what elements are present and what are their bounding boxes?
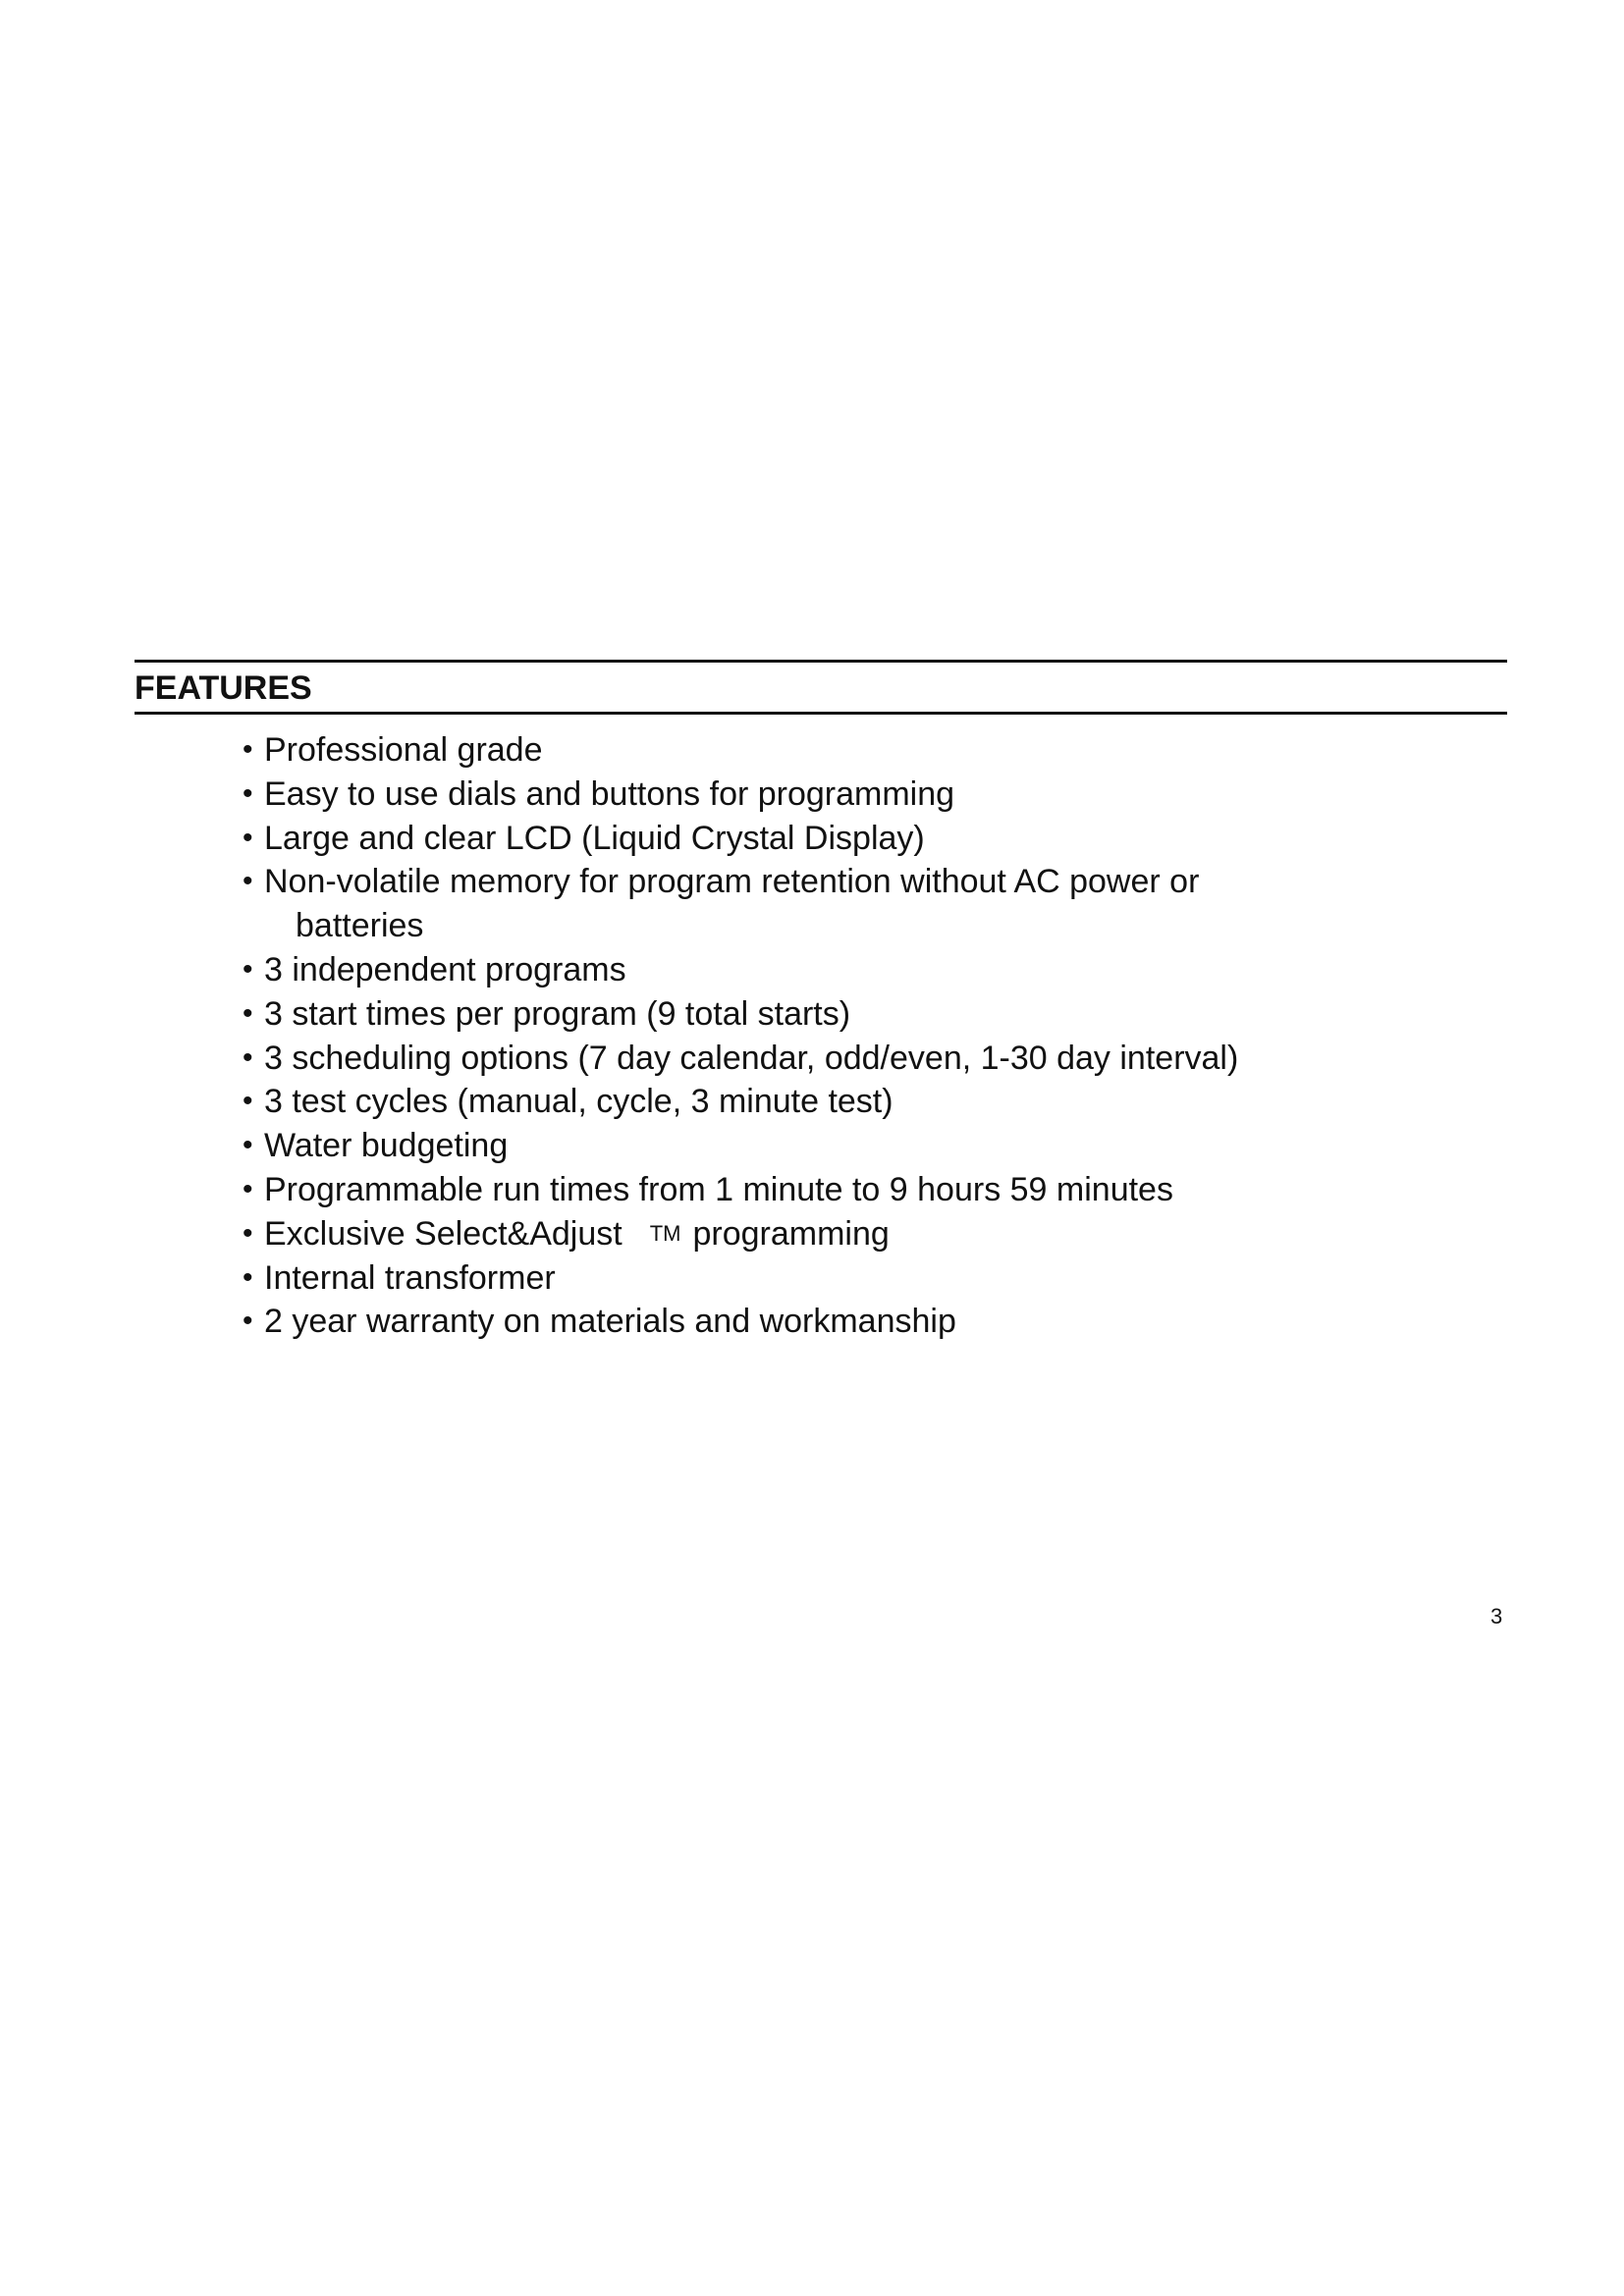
bullet-icon: • — [243, 821, 253, 854]
feature-text: Internal transformer — [264, 1258, 556, 1297]
bullet-icon: • — [243, 1260, 253, 1294]
feature-item — [243, 817, 1507, 861]
feature-item — [243, 1300, 1507, 1344]
feature-text: Large and clear LCD (Liquid Crystal Display) — [264, 819, 925, 857]
feature-text: 3 test cycles (manual, cycle, 3 minute test) — [264, 1083, 893, 1121]
feature-text: 2 year warranty on materials and workmanship — [264, 1303, 956, 1341]
feature-text-continuation: batteries — [296, 907, 424, 945]
bullet-icon: • — [243, 1129, 253, 1162]
feature-item — [243, 948, 1507, 992]
bullet-icon: • — [243, 1216, 253, 1250]
feature-text: Exclusive Select&Adjust — [264, 1214, 623, 1253]
feature-text: 3 independent programs — [264, 950, 626, 988]
bullet-icon: • — [243, 733, 253, 766]
trademark-mark: TM — [649, 1220, 681, 1246]
bullet-icon: • — [243, 865, 253, 898]
bullet-icon: • — [243, 1041, 253, 1074]
feature-item — [243, 992, 1507, 1037]
feature-text: Programmable run times from 1 minute to 9 hours 59 minutes — [264, 1170, 1173, 1208]
feature-item — [243, 1124, 1507, 1168]
bullet-icon: • — [243, 952, 253, 986]
feature-text: 3 start times per program (9 total starts) — [264, 994, 851, 1033]
feature-text-after: programming — [692, 1214, 890, 1253]
bullet-icon: • — [243, 1172, 253, 1205]
feature-item — [243, 1212, 1507, 1256]
bullet-icon: • — [243, 1085, 253, 1118]
feature-item — [243, 1037, 1507, 1081]
section-title: FEATURES — [135, 669, 312, 707]
bullet-icon: • — [243, 996, 253, 1030]
feature-text: Water budgeting — [264, 1127, 509, 1165]
feature-text: Professional grade — [264, 731, 543, 769]
feature-text: Easy to use dials and buttons for programming — [264, 774, 955, 813]
top-rule — [135, 660, 1507, 663]
feature-item — [243, 773, 1507, 817]
bullet-icon: • — [243, 1305, 253, 1338]
feature-text: Non-volatile memory for program retention without AC power or — [264, 863, 1200, 901]
feature-item — [243, 1256, 1507, 1301]
feature-text: 3 scheduling options (7 day calendar, odd/even, 1-30 day interval) — [264, 1039, 1239, 1077]
feature-item — [243, 728, 1507, 773]
bullet-icon: • — [243, 776, 253, 810]
page-number: 3 — [1490, 1604, 1503, 1629]
feature-item — [243, 860, 1507, 948]
features-section — [135, 660, 1507, 1344]
feature-item — [243, 1080, 1507, 1124]
feature-item — [243, 1168, 1507, 1212]
bottom-rule — [135, 712, 1507, 715]
feature-list — [135, 728, 1507, 1344]
